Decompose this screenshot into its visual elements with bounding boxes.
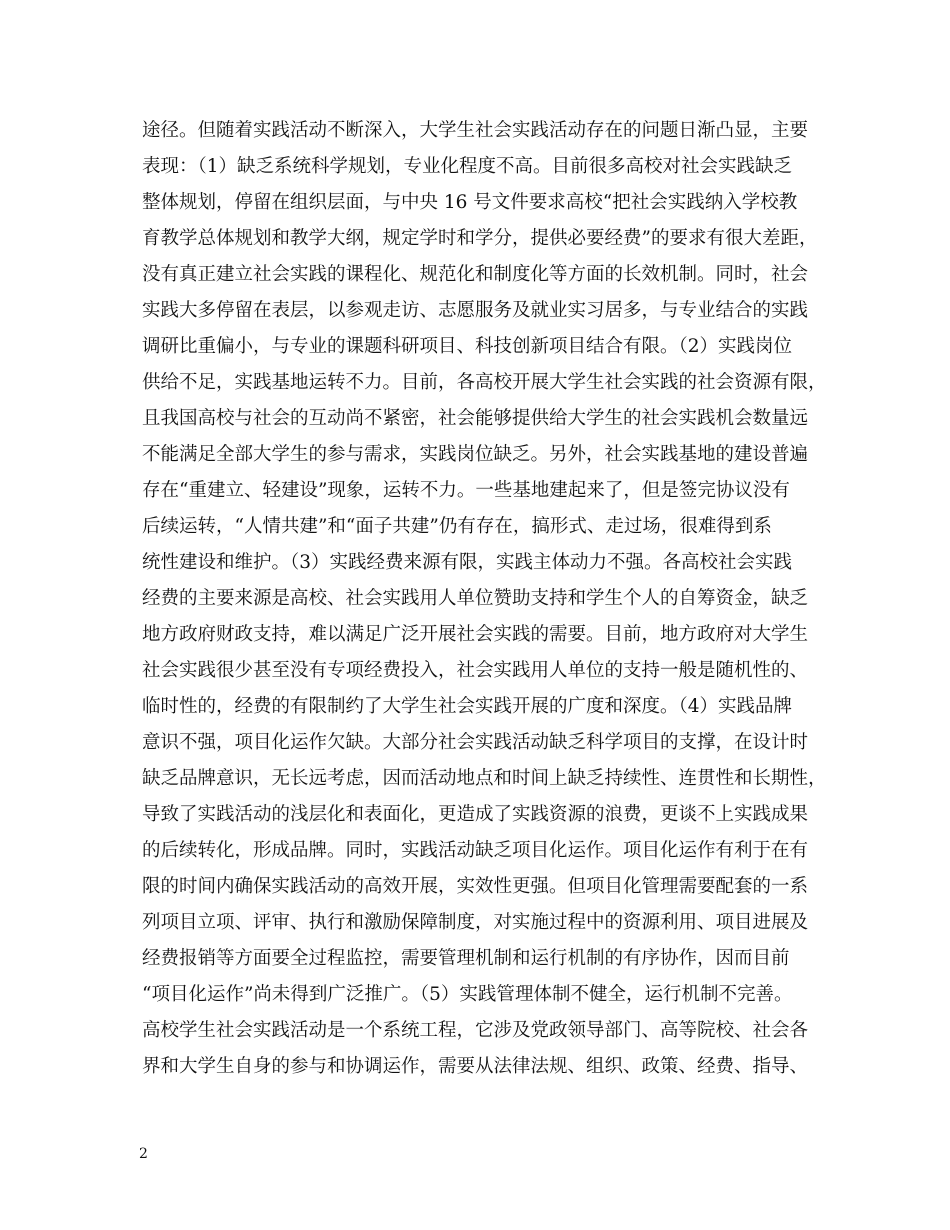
text-line: 供给不足，实践基地运转不力。目前，各高校开展大学生社会实践的社会资源有限， [142, 372, 827, 393]
text-line: 后续运转，“人情共建”和“面子共建”仍有存在，搞形式、走过场，很难得到系 [142, 516, 772, 537]
text-line: 经费报销等方面要全过程监控，需要管理机制和运行机制的有序协作，因而目前 [142, 948, 790, 969]
text-line: 育教学总体规划和教学大纲，规定学时和学分，提供必要经费”的要求有很大差距， [142, 228, 818, 249]
text-line: 社会实践很少甚至没有专项经费投入，社会实践用人单位的支持一般是随机性的、 [142, 660, 809, 681]
text-line: 限的时间内确保实践活动的高效开展，实效性更强。但项目化管理需要配套的一系 [142, 876, 809, 897]
text-line: 界和大学生自身的参与和协调运作，需要从法律法规、组织、政策、经费、指导、 [142, 1056, 809, 1077]
text-line: 且我国高校与社会的互动尚不紧密，社会能够提供给大学生的社会实践机会数量远 [142, 408, 809, 429]
text-line: 经费的主要来源是高校、社会实践用人单位赞助支持和学生个人的自筹资金，缺乏 [142, 588, 809, 609]
body-text [142, 113, 827, 1085]
text-line: 缺乏品牌意识，无长远考虑，因而活动地点和时间上缺乏持续性、连贯性和长期性， [142, 768, 827, 789]
text-line: 统性建设和维护。（3）实践经费来源有限，实践主体动力不强。各高校社会实践 [142, 552, 793, 573]
text-line: 实践大多停留在表层，以参观走访、志愿服务及就业实习居多，与专业结合的实践 [142, 300, 809, 321]
text-line: “项目化运作”尚未得到广泛推广。（5）实践管理体制不健全，运行机制不完善。 [142, 984, 793, 1005]
text-line: 导致了实践活动的浅层化和表面化，更造成了实践资源的浪费，更谈不上实践成果 [142, 804, 809, 825]
page-number: 2 [139, 1146, 148, 1162]
text-line: 高校学生社会实践活动是一个系统工程，它涉及党政领导部门、高等院校、社会各 [142, 1020, 809, 1041]
text-line: 临时性的，经费的有限制约了大学生社会实践开展的广度和深度。（4）实践品牌 [142, 696, 793, 717]
text-line: 存在“重建立、轻建设”现象，运转不力。一些基地建起来了，但是签完协议没有 [142, 480, 790, 501]
text-line: 意识不强，项目化运作欠缺。大部分社会实践活动缺乏科学项目的支撑，在设计时 [142, 732, 809, 753]
text-line: 列项目立项、评审、执行和激励保障制度，对实施过程中的资源利用、项目进展及 [142, 912, 809, 933]
text-line: 没有真正建立社会实践的课程化、规范化和制度化等方面的长效机制。同时，社会 [142, 264, 809, 285]
text-line: 不能满足全部大学生的参与需求，实践岗位缺乏。另外，社会实践基地的建设普遍 [142, 444, 809, 465]
text-line: 调研比重偏小，与专业的课题科研项目、科技创新项目结合有限。（2）实践岗位 [142, 336, 793, 357]
text-line: 途径。但随着实践活动不断深入，大学生社会实践活动存在的问题日渐凸显，主要 [142, 120, 809, 141]
text-line: 整体规划，停留在组织层面，与中央 16 号文件要求高校“把社会实践纳入学校教 [142, 192, 798, 213]
text-line: 表现：（1）缺乏系统科学规划，专业化程度不高。目前很多高校对社会实践缺乏 [142, 156, 793, 177]
text-line: 的后续转化，形成品牌。同时，实践活动缺乏项目化运作。项目化运作有利于在有 [142, 840, 809, 861]
text-line: 地方政府财政支持，难以满足广泛开展社会实践的需要。目前，地方政府对大学生 [142, 624, 809, 645]
